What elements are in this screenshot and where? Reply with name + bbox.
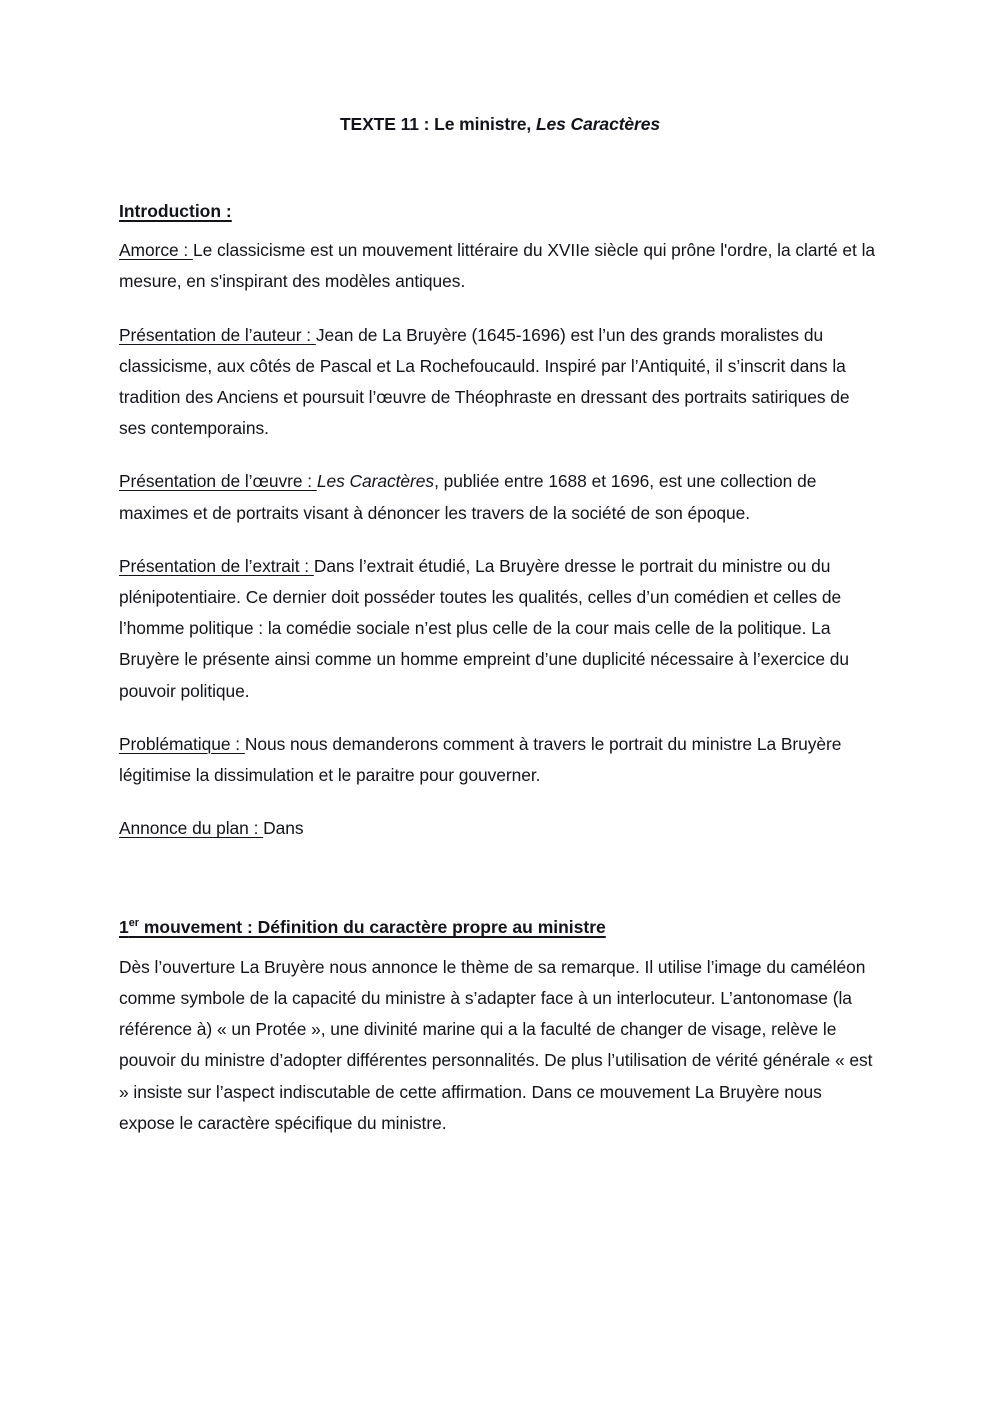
text-amorce: Le classicisme est un mouvement littéraire du XVIIe siècle qui prône l'ordre, la clarté et la mesure, en s'inspirant des modèles antiques. <box>119 240 876 292</box>
spacer-after-intro-heading <box>119 223 881 235</box>
work-title-les-caracteres: Les Caractères <box>316 471 435 492</box>
text-presentation-oeuvre: , publiée entre 1688 et 1696, est une collection de maximes et de portraits visant à dénoncer les travers de la société de son époque. <box>119 471 817 523</box>
paragraph-presentation-oeuvre <box>119 466 881 528</box>
label-presentation-auteur: Présentation de l’auteur : <box>119 324 316 345</box>
paragraph-presentation-auteur <box>119 320 881 445</box>
document-content <box>119 0 881 1139</box>
spacer-amorce <box>119 298 881 320</box>
paragraph-amorce <box>119 235 881 297</box>
page-title <box>119 0 881 137</box>
label-annonce-du-plan: Annonce du plan : <box>119 818 264 839</box>
label-amorce: Amorce : <box>119 240 193 261</box>
label-presentation-oeuvre: Présentation de l’œuvre : <box>119 471 317 492</box>
text-presentation-extrait: Dans l’extrait étudié, La Bruyère dresse le portrait du ministre ou du plénipotentiaire. Ce dernier doit posséder toutes les qualités, celles d’un comédien et celles de l’homme politique : la comédie sociale n’est plus celle de la cour mais celle de la politique. La Bruyère le présente ainsi comme un homme empreint d’une duplicité nécessaire à l’exercice du pouvoir politique. <box>119 555 850 701</box>
text-annonce-du-plan: Dans <box>263 818 304 839</box>
label-presentation-extrait: Présentation de l’extrait : <box>119 555 314 576</box>
spacer-after-title <box>119 137 881 199</box>
heading-mouvement-1 <box>119 915 881 940</box>
heading-mouvement-1-ordinal-suffix: er <box>128 917 139 930</box>
heading-mouvement-1-number: 1 <box>119 917 129 938</box>
paragraph-problematique <box>119 729 881 791</box>
paragraph-annonce-du-plan <box>119 813 881 844</box>
paragraph-mouvement-1-body: Dès l’ouverture La Bruyère nous annonce le thème de sa remarque. Il utilise l’image du caméléon comme symbole de la capacité du ministre à s’adapter face à un interlocuteur. L’antonomase (la référence à) « un Protée », une divinité marine qui a la faculté de changer de visage, relève le pouvoir du ministre d’adopter différentes personnalités. De plus l’utilisation de vérité générale « est » insiste sur l’aspect indiscutable de cette affirmation. Dans ce mouvement La Bruyère nous expose le caractère spécifique du ministre. <box>119 956 873 1133</box>
spacer-presentation-auteur <box>119 444 881 466</box>
spacer-problematique <box>119 791 881 813</box>
label-problematique: Problématique : <box>119 733 245 754</box>
page-title-work: Les Caractères <box>535 114 661 134</box>
heading-introduction: Introduction : <box>119 200 232 221</box>
spacer-presentation-oeuvre <box>119 529 881 551</box>
text-problematique: Nous nous demanderons comment à travers le portrait du ministre La Bruyère légitimise la dissimulation et le paraitre pour gouverner. <box>119 733 842 785</box>
spacer-presentation-extrait <box>119 707 881 729</box>
spacer-after-mouvement-1-heading <box>119 940 881 952</box>
spacer-before-mouvement-1 <box>119 844 881 915</box>
paragraph-presentation-extrait <box>119 551 881 707</box>
heading-mouvement-1-rest: mouvement : Définition du caractère propre au ministre <box>139 917 606 938</box>
page-title-prefix: TEXTE 11 : Le ministre, <box>339 114 536 134</box>
text-presentation-auteur: Jean de La Bruyère (1645-1696) est l’un des grands moralistes du classicisme, aux côtés de Pascal et La Rochefoucauld. Inspiré par l’Antiquité, il s’inscrit dans la tradition des Anciens et poursuit l’œuvre de Théophraste en dressant des portraits satiriques de ses contemporains. <box>119 324 850 439</box>
